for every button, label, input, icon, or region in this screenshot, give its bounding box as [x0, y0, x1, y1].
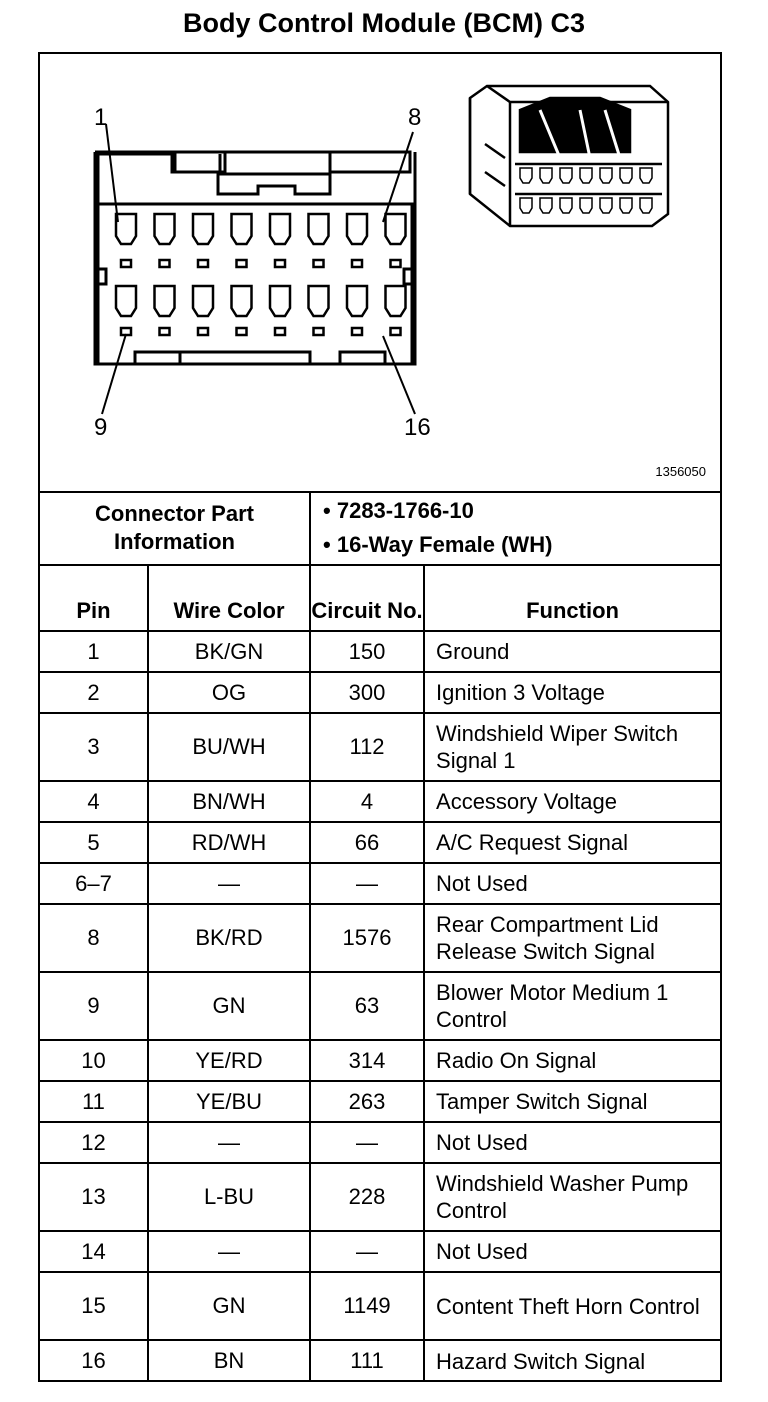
connector-body — [98, 204, 412, 364]
perspective-pin-cavity — [620, 198, 632, 213]
pin-cell: 8 — [40, 904, 148, 972]
table-row — [40, 672, 720, 713]
leader-line-pin16 — [383, 336, 415, 414]
connector-diagram — [40, 54, 720, 493]
perspective-pin-cavity — [640, 168, 652, 183]
table-row — [40, 1340, 720, 1381]
function-cell: Windshield Washer Pump Control — [424, 1163, 720, 1231]
table-row — [40, 822, 720, 863]
circuit-cell: 63 — [310, 972, 424, 1040]
pin-lock-slot — [121, 260, 131, 267]
function-cell: Ground — [424, 631, 720, 672]
part-number-text: 7283-1766-10 — [336, 497, 474, 523]
pin-cavity — [155, 286, 175, 316]
circuit-cell: 4 — [310, 781, 424, 822]
pin-label-16: 16 — [404, 414, 431, 441]
wire-color-cell: — — [148, 1122, 310, 1163]
pin-cell: 12 — [40, 1122, 148, 1163]
header-wire-color: Wire Color — [148, 565, 310, 631]
pin-cavity — [155, 214, 175, 244]
pin-lock-slot — [314, 328, 324, 335]
pin-cavity — [193, 286, 213, 316]
pin-cell: 10 — [40, 1040, 148, 1081]
circuit-cell: — — [310, 863, 424, 904]
perspective-pin-cavity — [520, 168, 532, 183]
pin-lock-slot — [160, 328, 170, 335]
pin-cell: 15 — [40, 1272, 148, 1340]
perspective-pin-cavity — [580, 168, 592, 183]
connector-info-row — [40, 491, 720, 565]
pin-lock-slot — [198, 260, 208, 267]
circuit-cell: 111 — [310, 1340, 424, 1381]
pin-cavity — [116, 214, 136, 244]
pin-lock-slot — [198, 328, 208, 335]
perspective-pin-cavity — [580, 198, 592, 213]
pinout-table — [40, 491, 720, 1381]
pin-cell: 14 — [40, 1231, 148, 1272]
pin-lock-slot — [237, 260, 247, 267]
function-cell: Ignition 3 Voltage — [424, 672, 720, 713]
pin-cell: 1 — [40, 631, 148, 672]
wire-color-cell: BK/RD — [148, 904, 310, 972]
function-cell: Hazard Switch Signal — [424, 1340, 720, 1381]
header-function: Function — [424, 565, 720, 631]
wire-color-cell: GN — [148, 1272, 310, 1340]
connector-type: • 16-Way Female (WH) — [323, 531, 553, 557]
perspective-pin-cavity — [600, 168, 612, 183]
table-row — [40, 1163, 720, 1231]
function-cell: Radio On Signal — [424, 1040, 720, 1081]
perspective-pin-cavity — [540, 168, 552, 183]
table-row — [40, 713, 720, 781]
wire-color-cell: L-BU — [148, 1163, 310, 1231]
pin-cell: 3 — [40, 713, 148, 781]
wire-color-cell: — — [148, 1231, 310, 1272]
pin-cavity — [232, 214, 252, 244]
table-row — [40, 1122, 720, 1163]
pin-lock-slot — [352, 328, 362, 335]
function-cell: Not Used — [424, 1231, 720, 1272]
perspective-pin-cavities — [520, 168, 652, 213]
table-header-row — [40, 565, 720, 631]
perspective-pin-cavity — [540, 198, 552, 213]
perspective-pin-cavity — [600, 198, 612, 213]
wire-color-cell: BN — [148, 1340, 310, 1381]
figure-number: 1356050 — [655, 464, 706, 479]
function-cell: Blower Motor Medium 1 Control — [424, 972, 720, 1040]
wire-color-cell: — — [148, 863, 310, 904]
latch-tab — [218, 174, 330, 194]
function-cell: Not Used — [424, 863, 720, 904]
pin-lock-slot — [160, 260, 170, 267]
perspective-pin-cavity — [560, 168, 572, 183]
pin-lock-slot — [275, 328, 285, 335]
pin-lock-slot — [352, 260, 362, 267]
pin-cavity — [270, 214, 290, 244]
function-cell: Tamper Switch Signal — [424, 1081, 720, 1122]
function-cell: A/C Request Signal — [424, 822, 720, 863]
perspective-pin-cavity — [520, 198, 532, 213]
function-cell: Accessory Voltage — [424, 781, 720, 822]
table-row — [40, 1272, 720, 1340]
connector-outline — [95, 152, 415, 364]
header-pin: Pin — [40, 565, 148, 631]
function-cell: Windshield Wiper Switch Signal 1 — [424, 713, 720, 781]
pin-lock-slot — [237, 328, 247, 335]
table-row — [40, 1231, 720, 1272]
top-rail — [98, 154, 220, 204]
circuit-cell: 1149 — [310, 1272, 424, 1340]
pin-cavity — [232, 286, 252, 316]
leader-line-pin8 — [383, 132, 413, 222]
connector-sheet — [38, 52, 722, 1382]
pin-lock-slot — [121, 328, 131, 335]
connector-info-values — [310, 491, 720, 565]
pin-cavity — [270, 286, 290, 316]
connector-perspective-view — [470, 86, 668, 226]
table-row — [40, 972, 720, 1040]
pin-cavity — [309, 214, 329, 244]
circuit-cell: — — [310, 1122, 424, 1163]
pin-cavity — [193, 214, 213, 244]
wire-color-cell: YE/BU — [148, 1081, 310, 1122]
pin-lock-slot — [314, 260, 324, 267]
table-row — [40, 781, 720, 822]
bottom-rail — [135, 352, 385, 364]
leader-line-pin1 — [106, 124, 118, 222]
connector-info-label: Connector Part Information — [40, 491, 310, 565]
pin-cell: 6–7 — [40, 863, 148, 904]
circuit-cell: — — [310, 1231, 424, 1272]
pin-cell: 5 — [40, 822, 148, 863]
pin-cell: 4 — [40, 781, 148, 822]
wire-color-cell: BU/WH — [148, 713, 310, 781]
table-row — [40, 1040, 720, 1081]
pin-label-1: 1 — [94, 104, 108, 131]
pin-lock-slot — [275, 260, 285, 267]
table-row — [40, 904, 720, 972]
circuit-cell: 150 — [310, 631, 424, 672]
pin-lock-slot — [391, 328, 401, 335]
pin-cavity — [309, 286, 329, 316]
pin-cell: 16 — [40, 1340, 148, 1381]
function-cell: Not Used — [424, 1122, 720, 1163]
pin-cell: 11 — [40, 1081, 148, 1122]
pin-cavity — [116, 286, 136, 316]
table-row — [40, 863, 720, 904]
connector-face-drawing — [40, 54, 720, 491]
function-cell: Content Theft Horn Control — [424, 1272, 720, 1340]
wire-color-cell: OG — [148, 672, 310, 713]
table-row — [40, 631, 720, 672]
pin-cavity — [386, 286, 406, 316]
pin-cavity — [386, 214, 406, 244]
perspective-pin-cavity — [560, 198, 572, 213]
pin-cavities — [116, 214, 406, 335]
wire-color-cell: BK/GN — [148, 631, 310, 672]
perspective-pin-cavity — [640, 198, 652, 213]
pin-label-8: 8 — [408, 104, 422, 131]
circuit-cell: 1576 — [310, 904, 424, 972]
wire-color-cell: YE/RD — [148, 1040, 310, 1081]
pin-lock-slot — [391, 260, 401, 267]
page-title: Body Control Module (BCM) C3 — [183, 8, 585, 38]
circuit-cell: 314 — [310, 1040, 424, 1081]
circuit-cell: 300 — [310, 672, 424, 713]
wire-color-cell: RD/WH — [148, 822, 310, 863]
header-circuit-no: Circuit No. — [310, 565, 424, 631]
circuit-cell: 112 — [310, 713, 424, 781]
table-row — [40, 1081, 720, 1122]
pin-cell: 2 — [40, 672, 148, 713]
circuit-cell: 263 — [310, 1081, 424, 1122]
circuit-cell: 66 — [310, 822, 424, 863]
pin-cavity — [347, 214, 367, 244]
function-cell: Rear Compartment Lid Release Switch Signal — [424, 904, 720, 972]
circuit-cell: 228 — [310, 1163, 424, 1231]
pin-cell: 9 — [40, 972, 148, 1040]
pin-cavity — [347, 286, 367, 316]
pin-cell: 13 — [40, 1163, 148, 1231]
wire-color-cell: GN — [148, 972, 310, 1040]
perspective-pin-cavity — [620, 168, 632, 183]
connector-type-text: 16-Way Female (WH) — [336, 531, 553, 557]
wire-color-cell: BN/WH — [148, 781, 310, 822]
leader-line-pin9 — [102, 334, 126, 414]
pin-label-9: 9 — [94, 414, 108, 441]
connector-part-number: • 7283-1766-10 — [323, 497, 474, 523]
